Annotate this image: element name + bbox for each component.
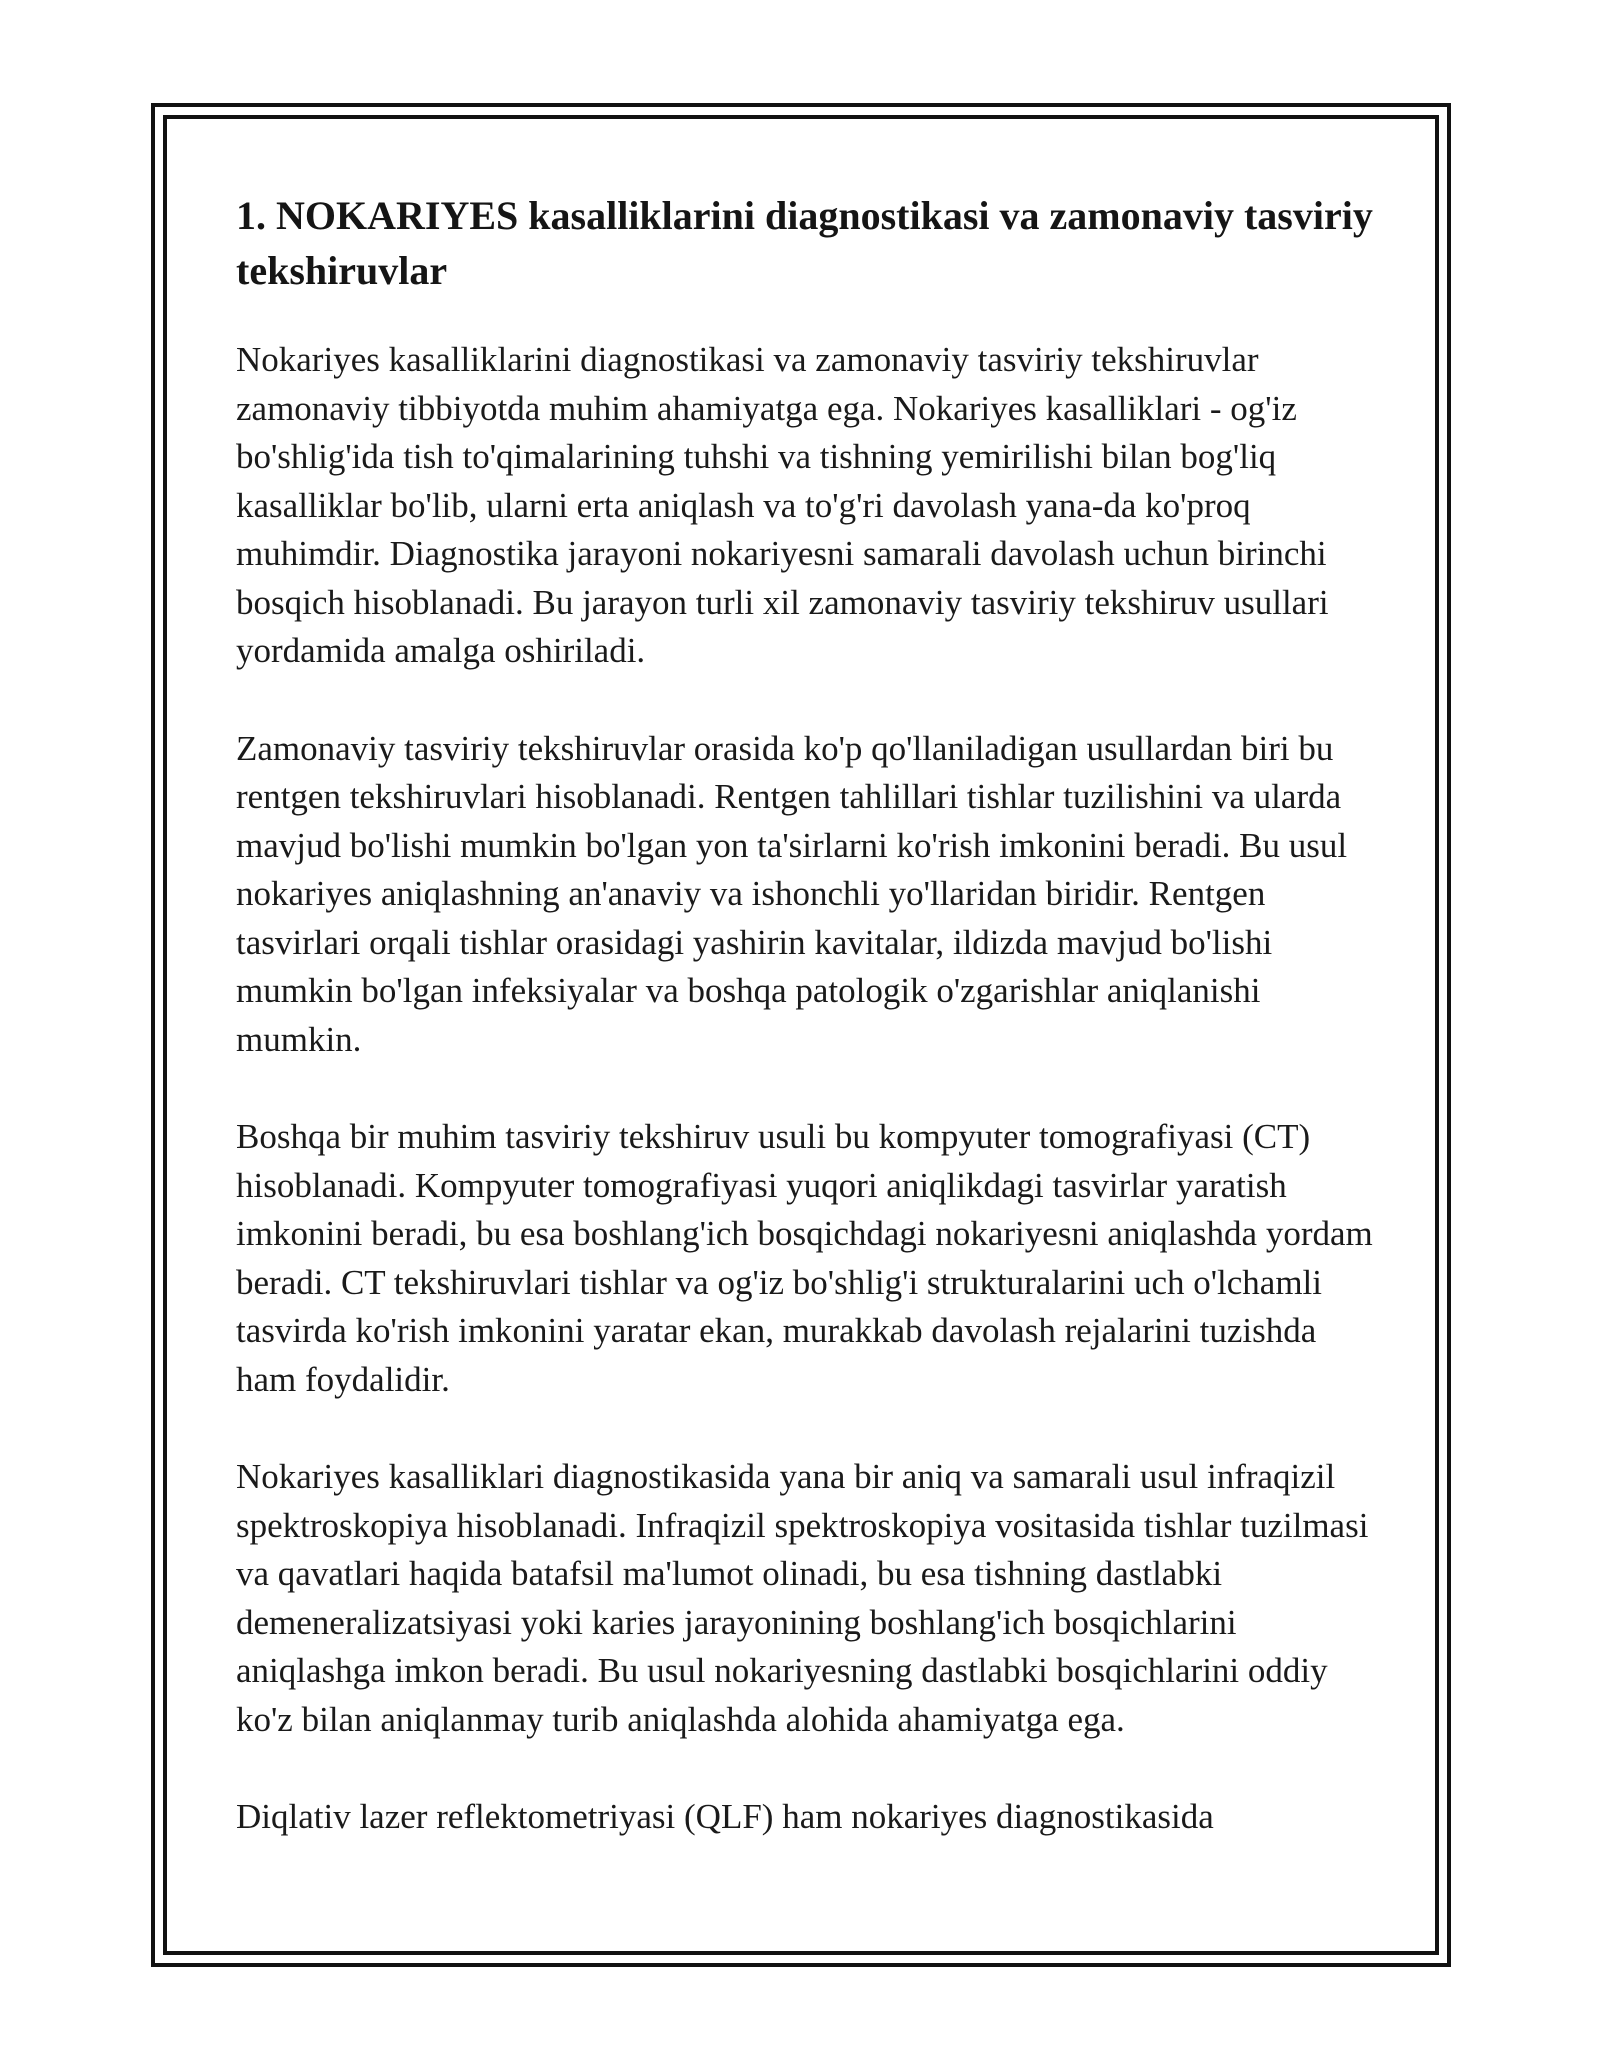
document-body <box>236 188 1376 1842</box>
paragraph-4: Nokariyes kasalliklari diagnostikasida yana bir aniq va samarali usul infraqizil spektroskopiya hisoblanadi. Infraqizil spektroskopiya vositasida tishlar tuzilmasi va qavatlari haqida batafsil ma'lumot olinadi, bu esa tishning dastlabki demeneralizatsiyasi yoki karies jarayonining boshlang'ich bosqichlarini aniqlashga imkon beradi. Bu usul nokariyesning dastlabki bosqichlarini oddiy ko'z bilan aniqlanmay turib aniqlashda alohida ahamiyatga ega. <box>236 1457 1369 1739</box>
paragraph-2: Zamonaviy tasviriy tekshiruvlar orasida ko'p qo'llaniladigan usullardan biri bu rentgen tekshiruvlari hisoblanadi. Rentgen tahlillari tishlar tuzilishini va ularda mavjud bo'lishi mumkin bo'lgan yon ta'sirlarni ko'rish imkonini beradi. Bu usul nokariyes aniqlashning an'anaviy va ishonchli yo'llaridan biridir. Rentgen tasvirlari orqali tishlar orasidagi yashirin kavitalar, ildizda mavjud bo'lishi mumkin bo'lgan infeksiyalar va boshqa patologik o'zgarishlar aniqlanishi mumkin. <box>236 728 1348 1059</box>
paragraph-5: Diqlativ lazer reflektometriyasi (QLF) ham nokariyes diagnostikasida <box>236 1797 1214 1836</box>
paragraph-3: Boshqa bir muhim tasviriy tekshiruv usuli bu kompyuter tomografiyasi (CT) hisoblanadi. Kompyuter tomografiyasi yuqori aniqlikdagi tasvirlar yaratish imkonini beradi, bu esa boshlang'ich bosqichdagi nokariyesni aniqlashda yordam beradi. CT tekshiruvlari tishlar va og'iz bo'shlig'i strukturalarini uch o'lchamli tasvirda ko'rish imkonini yaratar ekan, murakkab davolash rejalarini tuzishda ham foydalidir. <box>236 1117 1373 1399</box>
paragraph-1: Nokariyes kasalliklarini diagnostikasi va zamonaviy tasviriy tekshiruvlar zamonaviy tibbiyotda muhim ahamiyatga ega. Nokariyes kasalliklari - og'iz bo'shlig'ida tish to'qimalarining tuhshi va tishning yemirilishi bilan bog'liq kasalliklar bo'lib, ularni erta aniqlash va to'g'ri davolash yana-da ko'proq muhimdir. Diagnostika jarayoni nokariyesni samarali davolash uchun birinchi bosqich hisoblanadi. Bu jarayon turli xil zamonaviy tasviriy tekshiruv usullari yordamida amalga oshiriladi. <box>236 340 1329 670</box>
section-heading: 1. NOKARIYES kasalliklarini diagnostikasi va zamonaviy tasviriy tekshiruvlar <box>236 193 1373 293</box>
